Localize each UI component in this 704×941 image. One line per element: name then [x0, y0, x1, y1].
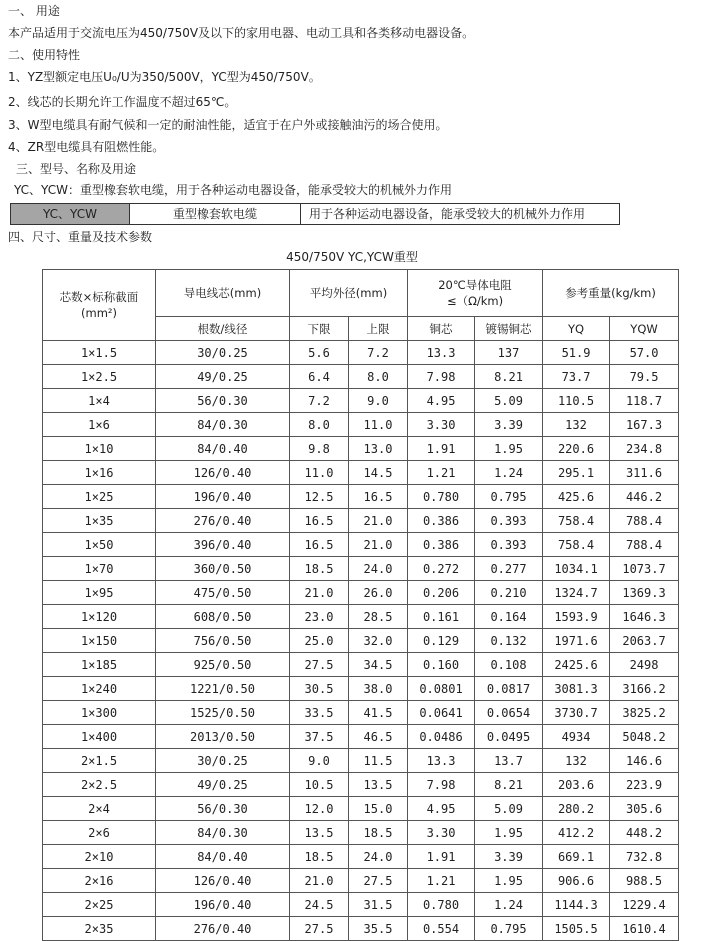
cell-od-upper: 11.0 [349, 413, 408, 437]
cell-od-lower: 21.0 [290, 581, 349, 605]
cell-size: 1×150 [43, 629, 156, 653]
cell-weight-yqw: 788.4 [610, 533, 679, 557]
cell-size: 1×120 [43, 605, 156, 629]
cell-weight-yqw: 79.5 [610, 365, 679, 389]
cell-od-upper: 7.2 [349, 341, 408, 365]
cell-weight-yq: 1593.9 [543, 605, 610, 629]
cell-weight-yq: 132 [543, 749, 610, 773]
summary-name: 重型橡套软电缆 [130, 204, 301, 224]
cell-res-tinned: 5.09 [475, 389, 543, 413]
cell-od-lower: 21.0 [290, 869, 349, 893]
cell-res-tinned: 1.95 [475, 821, 543, 845]
cell-size: 2×1.5 [43, 749, 156, 773]
feature-3: 3、W型电缆具有耐气候和一定的耐油性能，适宜于在户外或接触油污的场合使用。 [8, 118, 448, 132]
cell-conductor: 56/0.30 [156, 389, 290, 413]
cell-res-tinned: 0.277 [475, 557, 543, 581]
table-row [43, 485, 679, 509]
cell-od-lower: 23.0 [290, 605, 349, 629]
cell-res-tinned: 0.795 [475, 485, 543, 509]
cell-weight-yq: 2425.6 [543, 653, 610, 677]
cell-od-lower: 18.5 [290, 845, 349, 869]
table-row [43, 893, 679, 917]
cell-res-copper: 0.386 [408, 509, 475, 533]
model-summary-row [10, 203, 620, 225]
table-row [43, 677, 679, 701]
table-row [43, 797, 679, 821]
section3-text: YC、YCW：重型橡套软电缆，用于各种运动电器设备，能承受较大的机械外力作用 [14, 183, 452, 197]
header-weight-yqw: YQW [610, 317, 679, 341]
cell-od-lower: 27.5 [290, 917, 349, 941]
header-size-unit: (mm²) [81, 306, 117, 320]
cell-od-upper: 28.5 [349, 605, 408, 629]
cell-res-tinned: 1.24 [475, 461, 543, 485]
cell-weight-yqw: 446.2 [610, 485, 679, 509]
cell-res-copper: 13.3 [408, 749, 475, 773]
table-row [43, 653, 679, 677]
cell-conductor: 196/0.40 [156, 485, 290, 509]
cell-od-upper: 31.5 [349, 893, 408, 917]
cell-weight-yq: 758.4 [543, 533, 610, 557]
header-od: 平均外径(mm) [290, 270, 408, 317]
cell-od-lower: 6.4 [290, 365, 349, 389]
cell-res-tinned: 5.09 [475, 797, 543, 821]
cell-od-lower: 24.5 [290, 893, 349, 917]
cell-res-copper: 7.98 [408, 365, 475, 389]
cell-weight-yqw: 223.9 [610, 773, 679, 797]
cell-od-upper: 27.5 [349, 869, 408, 893]
cell-od-lower: 11.0 [290, 461, 349, 485]
cell-od-lower: 16.5 [290, 509, 349, 533]
cell-size: 1×400 [43, 725, 156, 749]
cell-weight-yq: 1324.7 [543, 581, 610, 605]
cell-res-copper: 0.0486 [408, 725, 475, 749]
table-row [43, 821, 679, 845]
cell-size: 1×2.5 [43, 365, 156, 389]
cell-size: 1×4 [43, 389, 156, 413]
header-resistance-label: 20℃导体电阻 [438, 278, 512, 292]
cell-weight-yq: 906.6 [543, 869, 610, 893]
cell-res-tinned: 0.108 [475, 653, 543, 677]
table-caption: 450/750V YC,YCW重型 [286, 250, 418, 264]
cell-size: 1×35 [43, 509, 156, 533]
header-weight-yq: YQ [543, 317, 610, 341]
cell-od-upper: 38.0 [349, 677, 408, 701]
cell-weight-yq: 51.9 [543, 341, 610, 365]
cell-od-lower: 13.5 [290, 821, 349, 845]
cell-weight-yq: 3081.3 [543, 677, 610, 701]
cell-conductor: 475/0.50 [156, 581, 290, 605]
cell-weight-yq: 132 [543, 413, 610, 437]
cell-weight-yq: 203.6 [543, 773, 610, 797]
cell-weight-yq: 412.2 [543, 821, 610, 845]
cell-weight-yqw: 3166.2 [610, 677, 679, 701]
cell-res-copper: 1.21 [408, 869, 475, 893]
table-row [43, 581, 679, 605]
section1-heading: 一、 用途 [8, 4, 60, 18]
header-size-label: 芯数×标称截面 [59, 290, 139, 304]
table-row [43, 701, 679, 725]
cell-weight-yq: 4934 [543, 725, 610, 749]
cell-res-tinned: 0.795 [475, 917, 543, 941]
cell-conductor: 396/0.40 [156, 533, 290, 557]
cell-size: 2×2.5 [43, 773, 156, 797]
header-conductor-sub: 根数/线径 [156, 317, 290, 341]
table-row [43, 437, 679, 461]
cell-weight-yqw: 146.6 [610, 749, 679, 773]
cell-conductor: 30/0.25 [156, 341, 290, 365]
cell-res-copper: 0.0641 [408, 701, 475, 725]
summary-use: 用于各种运动电器设备，能承受较大的机械外力作用 [309, 207, 586, 221]
cell-od-lower: 9.8 [290, 437, 349, 461]
cell-size: 1×16 [43, 461, 156, 485]
cell-conductor: 49/0.25 [156, 773, 290, 797]
cell-res-copper: 4.95 [408, 797, 475, 821]
cell-od-lower: 18.5 [290, 557, 349, 581]
cell-od-upper: 14.5 [349, 461, 408, 485]
cell-res-tinned: 137 [475, 341, 543, 365]
cell-res-copper: 7.98 [408, 773, 475, 797]
cell-res-copper: 0.161 [408, 605, 475, 629]
cell-weight-yqw: 3825.2 [610, 701, 679, 725]
table-row [43, 365, 679, 389]
cell-size: 1×6 [43, 413, 156, 437]
header-conductor: 导电线芯(mm) [156, 270, 290, 317]
cell-od-lower: 27.5 [290, 653, 349, 677]
cell-od-upper: 26.0 [349, 581, 408, 605]
cell-weight-yq: 295.1 [543, 461, 610, 485]
table-row [43, 749, 679, 773]
cell-od-upper: 32.0 [349, 629, 408, 653]
table-row [43, 869, 679, 893]
table-row [43, 629, 679, 653]
cell-conductor: 608/0.50 [156, 605, 290, 629]
cell-weight-yqw: 57.0 [610, 341, 679, 365]
cell-size: 1×25 [43, 485, 156, 509]
cell-od-lower: 7.2 [290, 389, 349, 413]
cell-conductor: 49/0.25 [156, 365, 290, 389]
header-res-tinned: 镀锡铜芯 [475, 317, 543, 341]
cell-res-tinned: 0.0654 [475, 701, 543, 725]
cell-conductor: 126/0.40 [156, 461, 290, 485]
cell-res-tinned: 3.39 [475, 845, 543, 869]
table-row [43, 509, 679, 533]
cell-weight-yqw: 988.5 [610, 869, 679, 893]
cell-conductor: 84/0.40 [156, 437, 290, 461]
header-od-upper: 上限 [349, 317, 408, 341]
cell-res-copper: 3.30 [408, 413, 475, 437]
cell-weight-yqw: 448.2 [610, 821, 679, 845]
cell-res-tinned: 0.393 [475, 533, 543, 557]
cell-size: 1×50 [43, 533, 156, 557]
section1-text: 本产品适用于交流电压为450/750V及以下的家用电器、电动工具和各类移动电器设备。 [8, 26, 475, 40]
cell-od-lower: 5.6 [290, 341, 349, 365]
cell-conductor: 1221/0.50 [156, 677, 290, 701]
feature-1: 1、YZ型额定电压U₀/U为350/500V，YC型为450/750V。 [8, 70, 321, 84]
cell-res-copper: 0.0801 [408, 677, 475, 701]
cell-conductor: 84/0.40 [156, 845, 290, 869]
cell-weight-yq: 669.1 [543, 845, 610, 869]
cell-conductor: 925/0.50 [156, 653, 290, 677]
cell-res-tinned: 1.95 [475, 869, 543, 893]
header-size [43, 270, 156, 341]
section4-heading: 四、尺寸、重量及技术参数 [8, 230, 153, 244]
table-row [43, 845, 679, 869]
cell-od-lower: 33.5 [290, 701, 349, 725]
cell-weight-yqw: 5048.2 [610, 725, 679, 749]
cell-res-copper: 0.272 [408, 557, 475, 581]
cell-size: 1×10 [43, 437, 156, 461]
cell-od-lower: 8.0 [290, 413, 349, 437]
cell-res-copper: 0.386 [408, 533, 475, 557]
section3-heading: 三、型号、名称及用途 [16, 162, 137, 176]
cell-weight-yq: 1971.6 [543, 629, 610, 653]
cell-conductor: 1525/0.50 [156, 701, 290, 725]
cell-od-upper: 18.5 [349, 821, 408, 845]
cell-weight-yqw: 2063.7 [610, 629, 679, 653]
cell-size: 2×10 [43, 845, 156, 869]
cell-size: 2×25 [43, 893, 156, 917]
cell-weight-yq: 280.2 [543, 797, 610, 821]
cell-conductor: 276/0.40 [156, 509, 290, 533]
summary-model: YC、YCW [11, 204, 130, 224]
table-row [43, 341, 679, 365]
table-row [43, 461, 679, 485]
feature-4: 4、ZR型电缆具有阻燃性能。 [8, 140, 165, 154]
cell-weight-yq: 110.5 [543, 389, 610, 413]
spec-table-body [43, 341, 679, 941]
table-row [43, 389, 679, 413]
cell-size: 1×185 [43, 653, 156, 677]
cell-od-upper: 41.5 [349, 701, 408, 725]
cell-od-upper: 11.5 [349, 749, 408, 773]
cell-res-copper: 0.160 [408, 653, 475, 677]
cell-res-tinned: 3.39 [475, 413, 543, 437]
cell-conductor: 756/0.50 [156, 629, 290, 653]
cell-res-copper: 0.780 [408, 893, 475, 917]
cell-od-lower: 10.5 [290, 773, 349, 797]
table-row [43, 725, 679, 749]
cell-weight-yq: 220.6 [543, 437, 610, 461]
cell-weight-yq: 425.6 [543, 485, 610, 509]
cell-res-copper: 1.91 [408, 437, 475, 461]
cell-weight-yqw: 1073.7 [610, 557, 679, 581]
cell-res-tinned: 1.24 [475, 893, 543, 917]
cell-res-copper: 0.554 [408, 917, 475, 941]
cell-conductor: 84/0.30 [156, 821, 290, 845]
cell-od-upper: 46.5 [349, 725, 408, 749]
cell-res-tinned: 0.164 [475, 605, 543, 629]
feature-2: 2、线芯的长期允许工作温度不超过65℃。 [8, 95, 237, 109]
cell-weight-yq: 1144.3 [543, 893, 610, 917]
cell-od-upper: 21.0 [349, 509, 408, 533]
section2-heading: 二、使用特性 [8, 48, 81, 62]
cell-res-tinned: 0.132 [475, 629, 543, 653]
cell-weight-yqw: 118.7 [610, 389, 679, 413]
cell-od-upper: 9.0 [349, 389, 408, 413]
table-row [43, 557, 679, 581]
cell-od-upper: 16.5 [349, 485, 408, 509]
cell-weight-yqw: 1229.4 [610, 893, 679, 917]
cell-res-copper: 1.91 [408, 845, 475, 869]
cell-res-copper: 13.3 [408, 341, 475, 365]
cell-size: 2×6 [43, 821, 156, 845]
cell-weight-yq: 758.4 [543, 509, 610, 533]
cell-res-copper: 0.780 [408, 485, 475, 509]
cell-weight-yq: 3730.7 [543, 701, 610, 725]
cell-weight-yqw: 1369.3 [610, 581, 679, 605]
cell-weight-yqw: 234.8 [610, 437, 679, 461]
cell-weight-yqw: 2498 [610, 653, 679, 677]
cell-conductor: 196/0.40 [156, 893, 290, 917]
cell-conductor: 56/0.30 [156, 797, 290, 821]
table-row [43, 917, 679, 941]
spec-table [42, 269, 679, 941]
cell-size: 1×1.5 [43, 341, 156, 365]
cell-od-lower: 37.5 [290, 725, 349, 749]
cell-conductor: 30/0.25 [156, 749, 290, 773]
cell-weight-yqw: 167.3 [610, 413, 679, 437]
cell-weight-yqw: 788.4 [610, 509, 679, 533]
header-res-copper: 铜芯 [408, 317, 475, 341]
cell-od-lower: 12.5 [290, 485, 349, 509]
cell-weight-yq: 73.7 [543, 365, 610, 389]
cell-size: 1×95 [43, 581, 156, 605]
cell-od-upper: 13.5 [349, 773, 408, 797]
table-row [43, 773, 679, 797]
cell-weight-yq: 1505.5 [543, 917, 610, 941]
cell-size: 2×16 [43, 869, 156, 893]
cell-conductor: 360/0.50 [156, 557, 290, 581]
cell-od-lower: 9.0 [290, 749, 349, 773]
cell-od-upper: 21.0 [349, 533, 408, 557]
cell-res-tinned: 0.210 [475, 581, 543, 605]
cell-od-upper: 34.5 [349, 653, 408, 677]
cell-res-tinned: 8.21 [475, 773, 543, 797]
cell-res-copper: 1.21 [408, 461, 475, 485]
cell-conductor: 276/0.40 [156, 917, 290, 941]
header-weight: 参考重量(kg/km) [543, 270, 679, 317]
table-row [43, 413, 679, 437]
cell-res-copper: 0.129 [408, 629, 475, 653]
cell-size: 1×70 [43, 557, 156, 581]
cell-size: 1×300 [43, 701, 156, 725]
cell-od-lower: 25.0 [290, 629, 349, 653]
cell-res-copper: 4.95 [408, 389, 475, 413]
cell-size: 2×4 [43, 797, 156, 821]
cell-weight-yqw: 1610.4 [610, 917, 679, 941]
cell-res-tinned: 13.7 [475, 749, 543, 773]
cell-weight-yqw: 732.8 [610, 845, 679, 869]
cell-od-upper: 24.0 [349, 557, 408, 581]
header-od-lower: 下限 [290, 317, 349, 341]
table-row [43, 533, 679, 557]
table-row [43, 605, 679, 629]
cell-weight-yqw: 311.6 [610, 461, 679, 485]
cell-weight-yq: 1034.1 [543, 557, 610, 581]
cell-res-tinned: 8.21 [475, 365, 543, 389]
cell-od-upper: 35.5 [349, 917, 408, 941]
cell-res-copper: 0.206 [408, 581, 475, 605]
header-resistance [408, 270, 543, 317]
cell-res-tinned: 1.95 [475, 437, 543, 461]
cell-size: 2×35 [43, 917, 156, 941]
header-resistance-unit: ≤（Ω/km) [446, 294, 504, 308]
cell-conductor: 84/0.30 [156, 413, 290, 437]
cell-conductor: 126/0.40 [156, 869, 290, 893]
cell-od-upper: 15.0 [349, 797, 408, 821]
cell-od-upper: 24.0 [349, 845, 408, 869]
cell-res-copper: 3.30 [408, 821, 475, 845]
cell-od-upper: 8.0 [349, 365, 408, 389]
cell-conductor: 2013/0.50 [156, 725, 290, 749]
cell-res-tinned: 0.0495 [475, 725, 543, 749]
cell-od-lower: 12.0 [290, 797, 349, 821]
cell-res-tinned: 0.0817 [475, 677, 543, 701]
cell-od-upper: 13.0 [349, 437, 408, 461]
cell-od-lower: 30.5 [290, 677, 349, 701]
cell-weight-yqw: 1646.3 [610, 605, 679, 629]
cell-od-lower: 16.5 [290, 533, 349, 557]
cell-size: 1×240 [43, 677, 156, 701]
cell-weight-yqw: 305.6 [610, 797, 679, 821]
cell-res-tinned: 0.393 [475, 509, 543, 533]
